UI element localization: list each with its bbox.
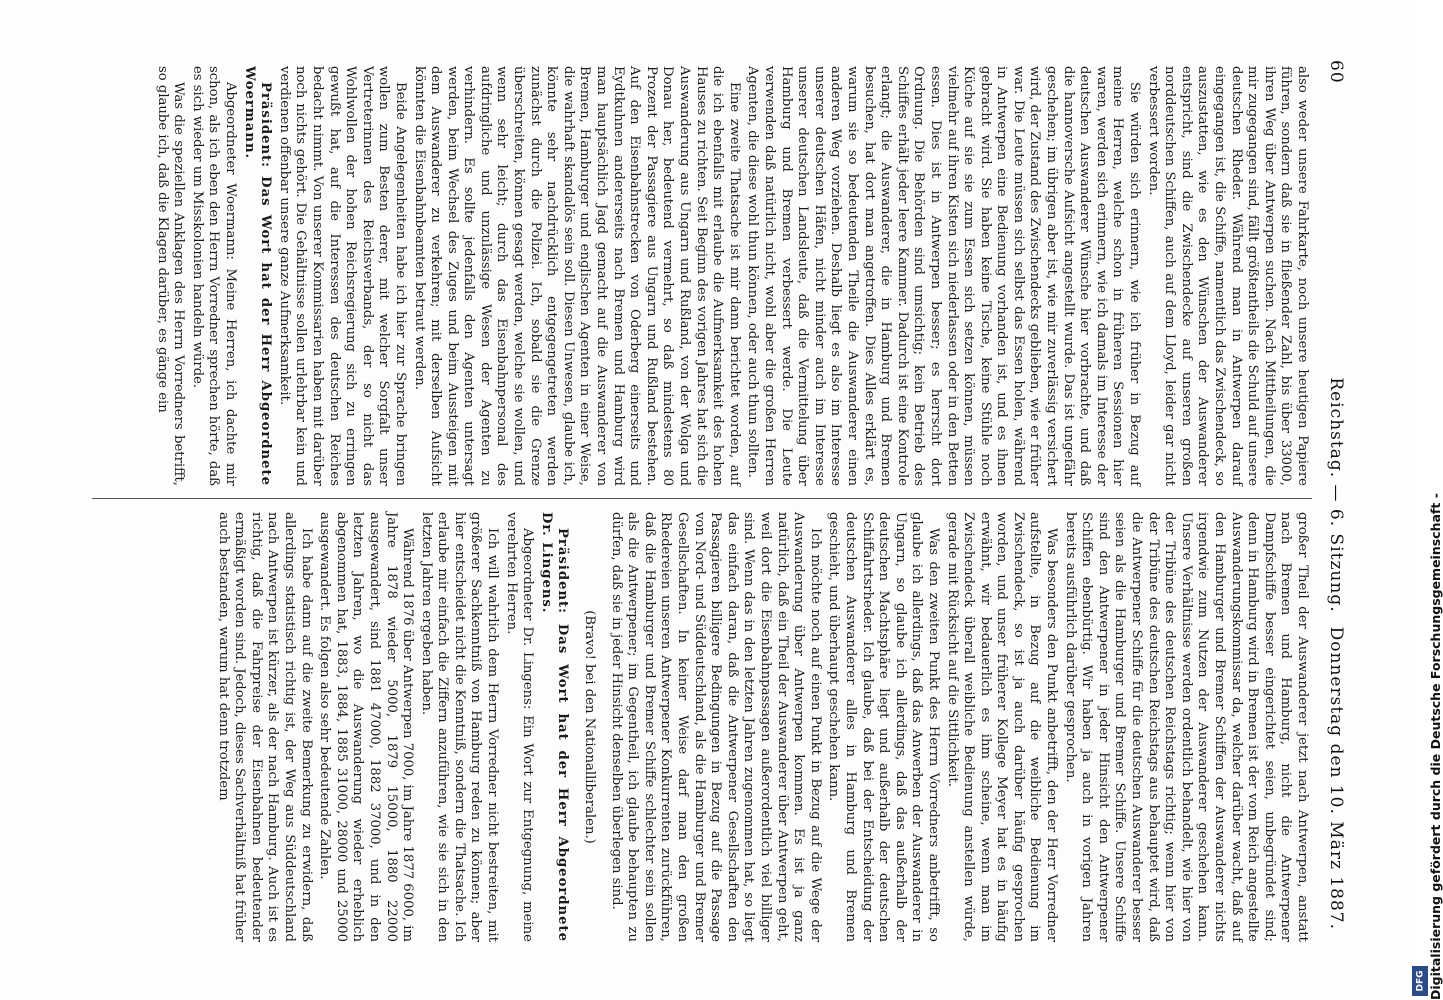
- column-divider: [92, 498, 1312, 499]
- paragraph: Was besonders den Punkt anbetrifft, den der Herr Vorredner aufstellte, in Bezug auf die weibliche Bedienung im Zwischendeck, so ist ja auch darüber häufig gesprochen worden, und unser früherer Kollege Meyer hat es in häufig erwähnt, wir bedauerlich es ihm scheine, wenn man im Zwischendeck überall weibliche Bedienung anstellen würde, gerade mit Rücksicht auf die Sittlichkeit.: [944, 512, 1060, 942]
- paragraph: Während 1876 über Antwerpen 7000, im Jahre 1877 6000, im Jahre 1878 wieder 5000, 1879 15000, 1880 22000 ausgewandert, sind 1881 47000, 1882 37000, und in den letzten Jahren, wo die Auswanderung wieder erheblich abgenommen hat, 1883, 1884, 1885 31000, 28000 und 25000 ausgewandert. Es folgen also sehr bedeutende Zahlen.: [317, 512, 416, 942]
- paragraph: Ich möchte noch auf einen Punkt in Bezug auf die Wege der Auswanderung über Antwerpen kommen. Es ist ja ganz natürlich, daß ein Theil der Auswanderer über Antwerpen geht, weil dort die Eisenbahnpassagen außerordentlich viel billiger sind. Wenn das in den letzten Jahren zugenommen hat, so liegt das einfach daran, daß die Antwerpener Gesellschaften den Passagieren billigere Bedingungen in Bezug auf die Passage von Nord- und Süddeutschland, als die Hamburger und Bremer Gesellschaften. In keiner Weise darf man den großen Rhedereien unseren Antwerpener Konkurrenten zurückführen, daß die Hamburger und Bremer Schiffe schlechter sein sollen als die Antwerpener; im Gegentheil, ich glaube behaupten zu dürfen, daß sie in jeder Hinsicht denselben überlegen sind.: [608, 512, 823, 942]
- page-number: 60: [1326, 60, 1346, 84]
- speaker-line: Präsident: Das Wort hat der Herr Abgeordnete Dr. Lingens.: [538, 512, 571, 942]
- paragraph: Ich will wahrlich dem Herrn Vorredner nicht bestreiten, mit größerer Sachkenntniß von Hamburg reden zu können; aber hier entscheidet nicht die Kenntniß, sondern die Thatsache. Ich erlaube mir einfach die Ziffern anzuführen, wie sie sich in den letzten Jahren ergeben haben.: [418, 512, 501, 942]
- interjection: (Bravo! bei den Nationalliberalen.): [582, 610, 598, 844]
- paragraph: Sie würden sich erinnern, wie ich früher in Bezug auf meine Herren, welche schon in früheren Sessionen hier waren, werden sich erinnern, wie ich damals im Interesse der deutschen Auswanderer Wünsche hier vorbrachte, und daß die hannoversche Aufsicht angestellt wurde. Das ist ungefähr geschehen; im übrigen aber ist, wie mir zuverlässig versichert wird, der Zustand des Zwischendecks geblieben, wie er früher war. Die Leute müssen sich selbst das Essen holen, während in Antwerpen eine Bedienung vorhanden ist, und es ihnen gebracht wird. Sie haben keine Tische, keine Stühle noch Küche auf sie sie zum Essen sich setzen können, müssen vielmehr auf ihren Kisten sich niederlassen oder in den Betten essen. Dies ist in Antwerpen besser; es herrscht dort Ordnung. Die Behörden sind umsichtig; kein Betrieb des Schiffes erhält jeder leere Kammer. Dadurch ist eine Kontrole erlangt; die Auswanderer, die in Hamburg und Bremen besuchen, hat dort man angetroffen. Dies Alles erklärt es, warum sie so bedeutenden Theile die Auswanderer einen anderen Weg vorziehen. Deshalb liegt es also im Interesse unserer deutschen Häfen, nicht minder auch im Interesse unserer deutschen Landsleute, daß die Vermittelung über Hamburg und Bremen verbessert werde. Die Leute verwenden daß natürlich nicht, wohl aber die großen Herren Agenten, die diese wohl thun können, oder auch thun sollten.: [745, 66, 1143, 486]
- paragraph: Was den zweiten Punkt des Herrn Vorredners anbetrifft, so glaube ich allerdings, daß das Anwerben der Auswanderer in Ungarn, so glaube ich allerdings, daß das außerhalb der deutschen Machtsphäre liegt und außerhalb der deutschen Schiffahrtsrheder. Ich glaube, daß bei der Entscheidung der deutschen Auswanderer alles in Hamburg und Bremen geschieht, und überhaupt geschehen kann.: [826, 512, 941, 942]
- paragraph: Abgeordneter Woermann: Meine Herren, ich dachte mir schon, als ich eben den Herrn Vorredner sprechen hörte, daß es sich wieder um Misskolonien handeln würde.: [189, 66, 238, 486]
- dfg-logo-icon: [1412, 966, 1428, 996]
- dfg-logo-text: DFG: [1415, 970, 1426, 992]
- page-header: [1322, 60, 1346, 930]
- paragraph: Beide Angelegenheiten habe ich hier zur Sprache bringen wollen zum Besten derer, mit welcher Sorgfalt unser Vertreterinnen des Reichsverbands, der so nicht das Wohlwollen der hohen Reichsregierung sich zu erringen gewußt hat, auf die Interessen des deutschen Reiches bedacht nimmt. Von unserer Kommissarien haben mit darüber noch nichts gehört. Die Gehältnisse sollen urlehrbar kein und verdienen offenbar unsere ganze Aufmerksamkeit.: [276, 66, 408, 486]
- right-column: [212, 512, 1310, 942]
- paragraph: großer Theil der Auswanderer jetzt nach Antwerpen, anstatt nach Bremen und Hamburg, nicht die Antwerpener Dampfschiffe besser eingerichtet seien, unbegründet sind; denn in Hamburg wird in Bremen ist der vom Reich angestellte Auswanderungskommissar da, welcher darüber wacht, daß auf den Hamburger und Bremer Schiffen der Auswanderer nichts irgendwie zum Nutzen der Auswanderer geschehen kann. Unsere Verhältnisse werden ordentlich behandelt, wie hier von der Tribüne des deutschen Reichstags richtig; wenn hier von der Tribüne des deutschen Reichstags aus behauptet wird, daß die Antwerpener Schiffe für die deutschen Auswanderer besser seien als die Hamburger und Bremer Schiffe. Unsere Schiffe sind den Antwerpener in jeder Hinsicht den Antwerpener Schiffen ebenbürtig. Wir haben ja auch in vorigen Jahren bereits ausführlich darüber gesprochen.: [1062, 512, 1310, 942]
- session-date: Donnerstag den 10. März 1887.: [1326, 626, 1346, 930]
- paragraph: also weder unsere Fahrkarte, noch unsere heutigen Papiere führen, sondern daß sie in fließender Zahl, bis über 33000, ihren Weg über Antwerpen suchen. Nach Mittheilungen, die mir zugegangen sind, fällt größtentheils die Schuld auf unsere deutschen Rheder. Während man in Antwerpen darauf eingegangen ist, die Schiffe, namentlich das Zwischendeck, so auszustatten, wie es den Wünschen der Auswanderer entspricht, sind die Zwischendecke auf unseren großen norddeutschen Schiffen, auch auf dem Lloyd, leider gar nicht verbessert worden.: [1145, 66, 1310, 486]
- left-column: [151, 66, 1310, 486]
- speaker-line: Präsident: Das Wort hat der Herr Abgeordnete Woermann.: [241, 66, 274, 486]
- paragraph: Abgeordneter Dr. Lingens: Ein Wort zur Entgegnung, meine verehrten Herren.: [503, 512, 536, 942]
- page-title: Reichstag. — 6. Sitzung.: [1326, 377, 1346, 613]
- paragraph: Eine zweite Thatsache ist mir dann berichtet worden, auf die ich ebenfalls mit erlaube die Aufmerksamkeit des hohen Hauses zu richten. Seit Beginn des vorigen Jahres hat sich die Auswanderung aus Ungarn und Rußland, von der Wolga und Donau her, bedeutend vermehrt, so daß mindestens 80 Prozent der Passagiere aus Ungarn und Rußland bestehen. Auf den Eisenbahnstrecken von Oderberg einerseits und Eydtkuhnen andererseits nach Bremen und Hamburg wird man hauptsächlich Jagd gemacht auf die Auswanderer von Bremen, Hamburger und englischen Agenten in einer Weise, die wahrhaft skandalös sein soll. Diesen Unwesen, glaube ich, könnte sehr nachdrücklich entgegengetreten werden zunächst durch die Polizei. Ich, sobald sie die Grenze überschreiten, können gesagt werden, welche sie wollen, und wenn sehr leicht; durch das Eisenbahnpersonal des aufdringliche und unzulässige Wesen der Agenten zu verhindern. Es sollte jedenfalls den Agenten untersagt werden, beim Wechsel des Zuges und beim Aussteigen mit dem Auswanderer zu verkehren; mit derselben Aufsicht könnten die Eisenbahnbeamten betraut werden.: [411, 66, 742, 486]
- paragraph: Ich habe dann auf die zweite Bemerkung zu erwidern, daß allerdings statistisch richtig ist, der Weg aus Süddeutschland nach Antwerpen ist kürzer, als der nach Hamburg. Auch ist es richtig, daß die Fahrpreise der Eisenbahnen bedeutender ermäßigt worden sind. Jedoch, dieses Sachverhältniß hat früher auch bestanden, warum hat denn trotzdem: [215, 512, 314, 942]
- paragraph: Was die speziellen Anklagen des Herrn Vorredners betrifft, so glaube ich, daß die Klagen darüber, es gänge ein: [154, 66, 187, 486]
- funding-note: Digitalisierung gefördert durch die Deutsche Forschungsgemeinschaft -: [1428, 493, 1443, 1000]
